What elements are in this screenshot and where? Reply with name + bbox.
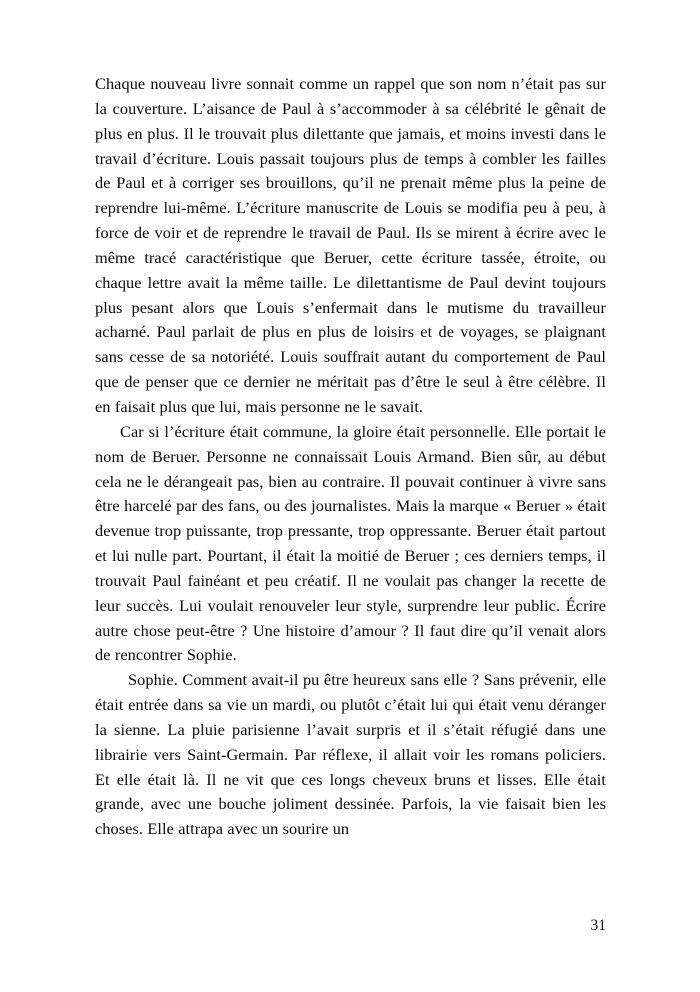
page-number: 31 [590,917,606,934]
body-text-column [95,72,606,842]
paragraph-1: Chaque nouveau livre sonnait comme un rappel que son nom n’était pas sur la couverture. L’aisance de Paul à s’accommoder à sa célébrité le gênait de plus en plus. Il le trouvait plus dilettante que jamais, et moins investi dans le travail d’écriture. Louis passait toujours plus de temps à combler les failles de Paul et à corriger ses brouillons, qu’il ne prenait même plus la peine de reprendre lui-même. L’écriture manuscrite de Louis se modifia peu à peu, à force de voir et de reprendre le travail de Paul. Ils se mirent à écrire avec le même tracé caractéristique que Beruer, cette écriture tassée, étroite, ou chaque lettre avait la même taille. Le dilettantisme de Paul devint toujours plus pesant alors que Louis s’enfermait dans le mutisme du travailleur acharné. Paul parlait de plus en plus de loisirs et de voyages, se plaignant sans cesse de sa notoriété. Louis souffrait autant du comportement de Paul que de penser que ce dernier ne méritait pas d’être le seul à être célèbre. Il en faisait plus que lui, mais personne ne le savait. [95,74,606,416]
paragraph-2: Car si l’écriture était commune, la gloire était personnelle. Elle portait le nom de Beruer. Personne ne connaissait Louis Armand. Bien sûr, au début cela ne le dérangeait pas, bien au contraire. Il pouvait continuer à vivre sans être harcelé par des fans, ou des journalistes. Mais la marque « Beruer » était devenue trop puissante, trop pressante, trop oppressante. Beruer était partout et lui nulle part. Pourtant, il était la moitié de Beruer ; ces derniers temps, il trouvait Paul fainéant et peu créatif. Il ne voulait pas changer la recette de leur succès. Lui voulait renouveler leur style, surprendre leur public. Écrire autre chose peut-être ? Une histoire d’amour ? Il faut dire qu’il venait alors de rencontrer Sophie. [95,421,606,665]
paragraph-3: Sophie. Comment avait-il pu être heureux sans elle ? Sans prévenir, elle était entrée dans sa vie un mardi, ou plutôt c’était lui qui était venu déranger la sienne. La pluie parisienne l’avait surpris et il s’était réfugié dans une librairie vers Saint-Germain. Par réflexe, il allait voir les romans policiers. Et elle était là. Il ne vit que ces longs cheveux bruns et lisses. Elle était grande, avec une bouche joliment dessinée. Parfois, la vie faisait bien les choses. Elle attrapa avec un sourire un [95,670,606,839]
